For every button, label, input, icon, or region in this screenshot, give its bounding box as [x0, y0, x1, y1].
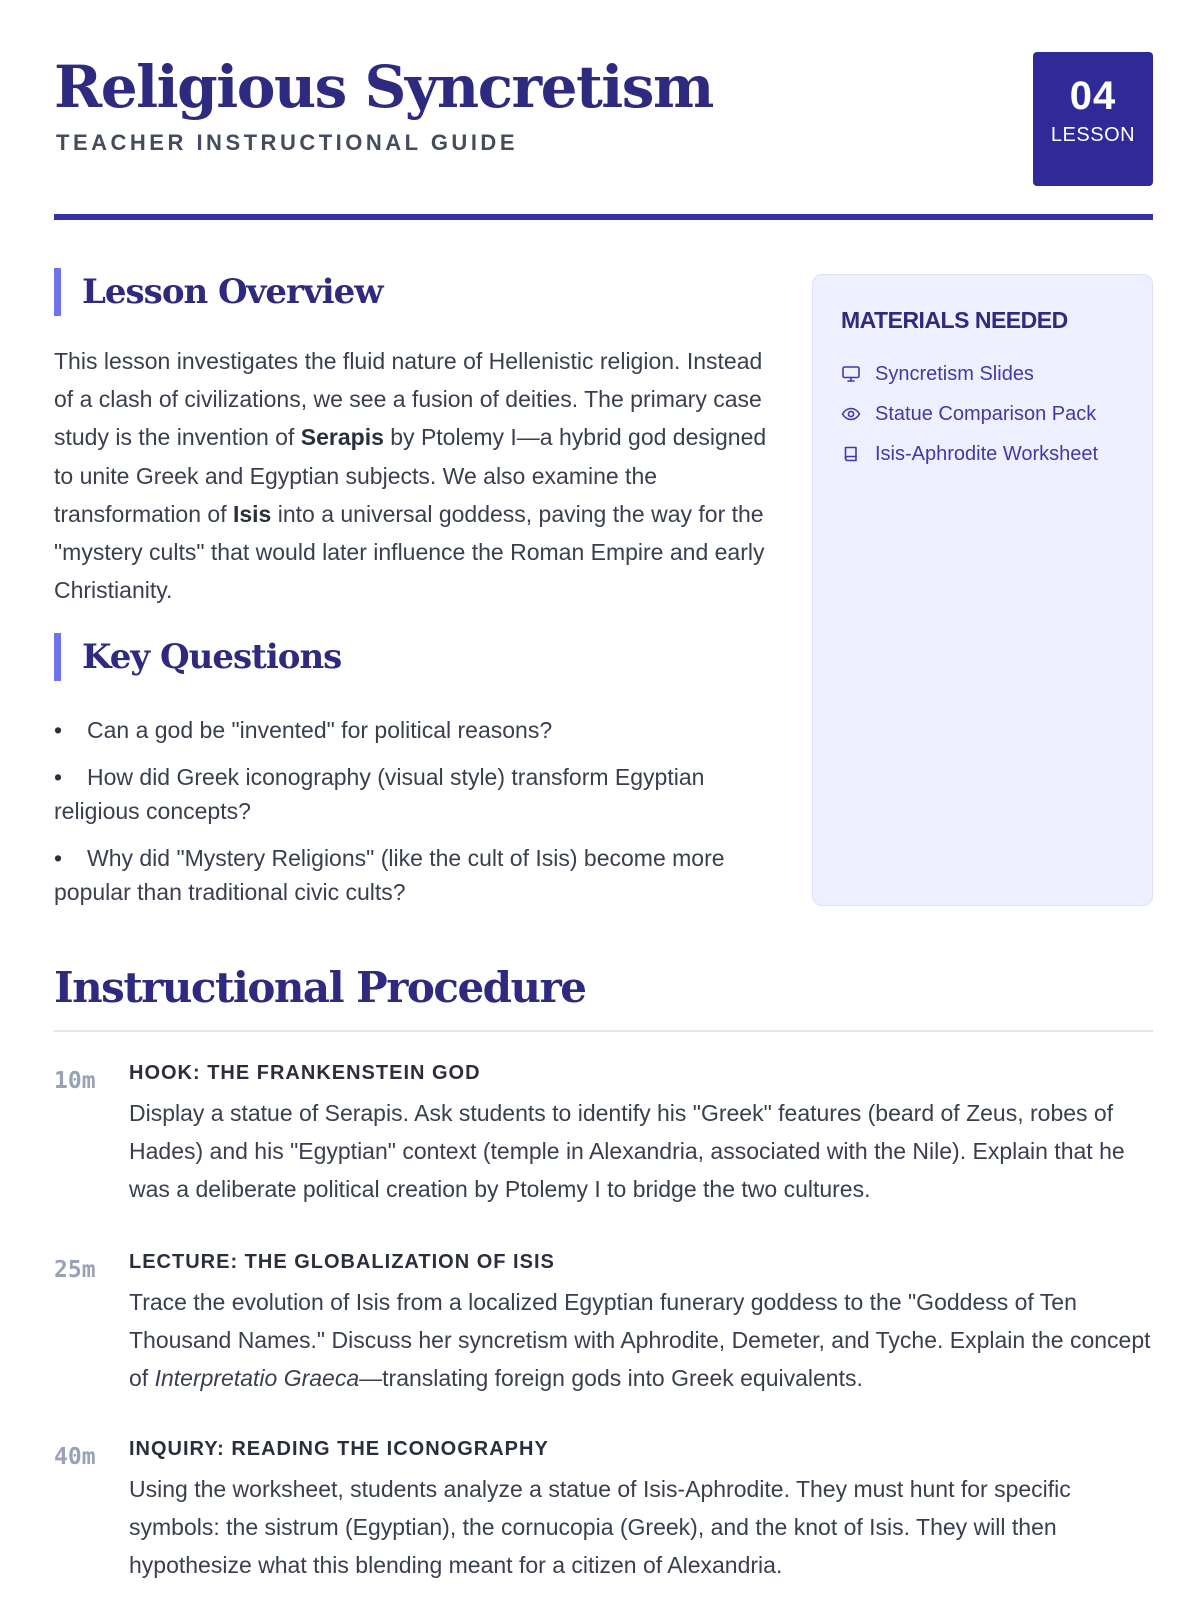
materials-heading: MATERIALS NEEDED [841, 307, 1068, 333]
material-item-worksheet[interactable] [841, 434, 1124, 474]
key-questions-heading: Key Questions [54, 633, 341, 681]
page-title: Religious Syncretism [54, 53, 713, 121]
key-question-item: • Can a god be "invented" for political reasons? [54, 713, 774, 747]
material-label: Isis-Aphrodite Worksheet [875, 442, 1099, 465]
procedure-heading: Instructional Procedure [54, 963, 586, 1012]
lesson-number: 04 [1069, 74, 1117, 118]
step-title: INQUIRY: READING THE ICONOGRAPHY [129, 1438, 549, 1460]
key-question-item: • How did Greek iconography (visual style) transform Egyptian religious concepts? [54, 760, 774, 828]
material-label: Statue Comparison Pack [875, 402, 1097, 425]
lesson-overview-text [54, 342, 774, 609]
lesson-overview-heading: Lesson Overview [54, 268, 383, 316]
step-body [129, 1060, 1153, 1209]
step-duration: 40m [54, 1444, 96, 1470]
overview-text-part: This lesson investigates the fluid nature of Hellenistic religion. Instead of a clash of civilizations, we see a fusion of deities. The primary case study is the invention of [54, 348, 763, 451]
header-divider [54, 214, 1153, 220]
step-text-part: —translating foreign gods into Greek equivalents. [359, 1365, 863, 1392]
step-description [129, 1283, 1153, 1398]
overview-text-part: by Ptolemy I—a hybrid god designed to unite Greek and Egyptian subjects. We also examine the transformation of [54, 424, 767, 527]
overview-text-part: into a universal goddess, paving the way for the "mystery cults" that would later influence the Roman Empire and early Christianity. [54, 500, 765, 604]
material-item-statue-pack[interactable] [841, 394, 1124, 434]
step-duration: 10m [54, 1068, 96, 1094]
step-term-interpretatio: Interpretatio Graeca [154, 1365, 360, 1392]
step-title: HOOK: THE FRANKENSTEIN GOD [129, 1062, 481, 1084]
material-item-slides[interactable] [841, 354, 1124, 394]
book-icon [841, 444, 861, 464]
step-body [129, 1436, 1153, 1585]
step-text-part: Trace the evolution of Isis from a localized Egyptian funerary goddess to the "Goddess of Ten Thousand Names." Discuss her syncretism with Aphrodite, Demeter, and Tyche. Explain the concept of [129, 1289, 1151, 1392]
page-header [54, 52, 1153, 222]
eye-icon [841, 404, 861, 424]
key-question-item: • Why did "Mystery Religions" (like the cult of Isis) become more popular than traditional civic cults? [54, 841, 774, 909]
overview-term-isis: Isis [232, 500, 272, 527]
step-duration: 25m [54, 1257, 96, 1283]
lesson-label: LESSON [1050, 124, 1136, 146]
lesson-badge [1033, 52, 1153, 186]
page-subtitle: TEACHER INSTRUCTIONAL GUIDE [56, 130, 518, 155]
step-description: Using the worksheet, students analyze a statue of Isis-Aphrodite. They must hunt for specific symbols: the sistrum (Egyptian), the cornucopia (Greek), and the knot of Isis. They will then hypothesize what this blending meant for a citizen of Alexandria. [129, 1476, 1071, 1579]
procedure-divider [54, 1030, 1153, 1032]
monitor-icon [841, 364, 861, 384]
step-description: Display a statue of Serapis. Ask students to identify his "Greek" features (beard of Zeus, robes of Hades) and his "Egyptian" context (temple in Alexandria, associated with the Nile). Explain that he was a deliberate political creation by Ptolemy I to bridge the two cultures. [129, 1100, 1125, 1203]
step-body [129, 1249, 1153, 1398]
key-questions-list [54, 713, 774, 922]
step-title: LECTURE: THE GLOBALIZATION OF ISIS [129, 1251, 555, 1273]
material-label: Syncretism Slides [875, 362, 1034, 385]
materials-panel [812, 274, 1153, 906]
overview-term-serapis: Serapis [300, 424, 384, 451]
